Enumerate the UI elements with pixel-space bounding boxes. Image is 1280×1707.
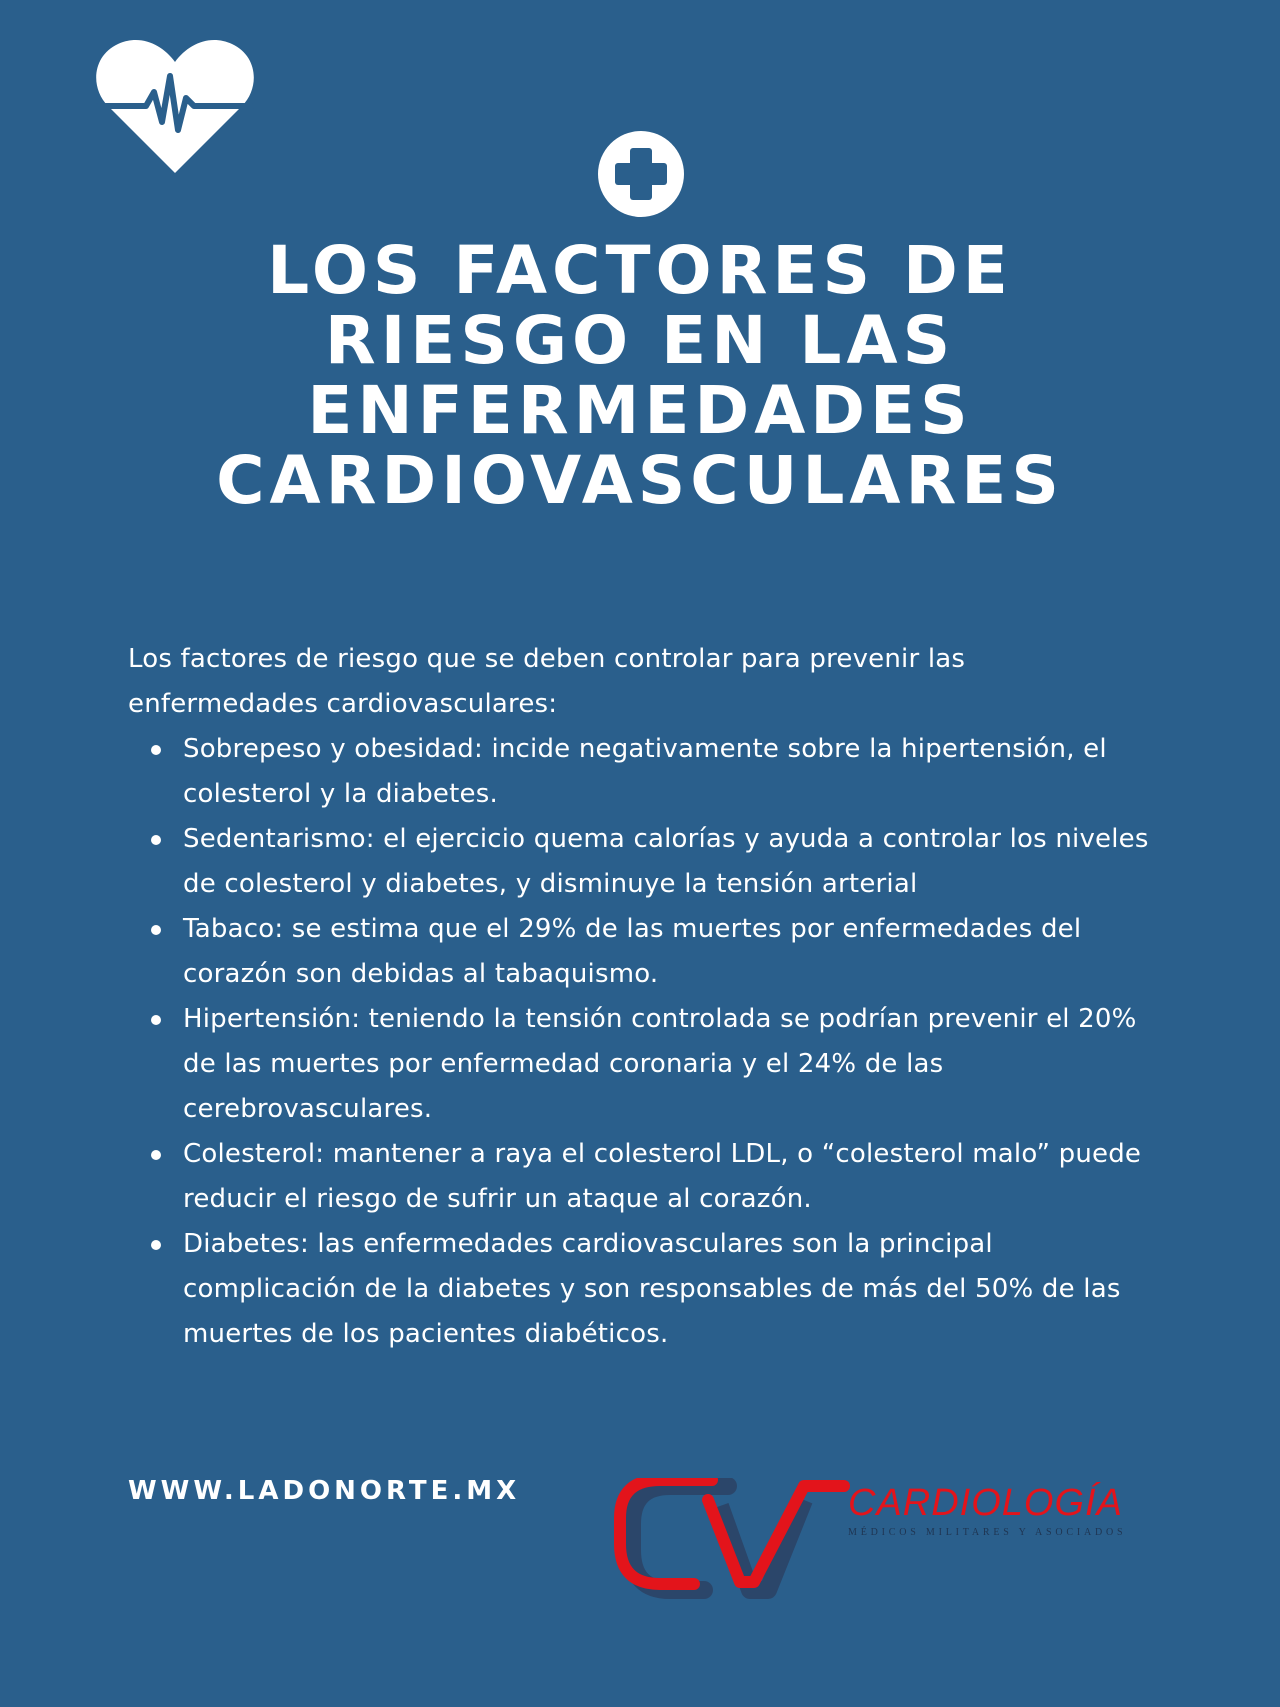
title-line: ENFERMEDADES xyxy=(307,372,973,449)
website-link[interactable]: WWW.LADONORTE.MX xyxy=(128,1476,521,1506)
body-content xyxy=(128,637,1168,1357)
list-item: Sobrepeso y obesidad: incide negativamente sobre la hipertensión, el colesterol y la diabetes. xyxy=(183,727,1168,817)
title-line: CARDIOVASCULARES xyxy=(216,442,1064,519)
logo-name: CARDIOLOGÍA xyxy=(848,1482,1123,1524)
title-line: RIESGO EN LAS xyxy=(324,302,956,379)
risk-factor-list xyxy=(128,727,1168,1357)
medical-cross-icon xyxy=(597,130,685,218)
title-line: LOS FACTORES DE xyxy=(267,232,1013,309)
list-item: Sedentarismo: el ejercicio quema calorías y ayuda a controlar los niveles de colesterol y diabetes, y disminuye la tensión arterial xyxy=(183,817,1168,907)
logo-tagline: MÉDICOS MILITARES Y ASOCIADOS xyxy=(848,1527,1127,1538)
page-title xyxy=(0,232,1280,519)
heart-pulse-icon xyxy=(96,38,254,173)
list-item: Colesterol: mantener a raya el colesterol LDL, o “colesterol malo” puede reducir el riesgo de sufrir un ataque al corazón. xyxy=(183,1132,1168,1222)
list-item: Tabaco: se estima que el 29% de las muertes por enfermedades del corazón son debidas al tabaquismo. xyxy=(183,907,1168,997)
list-item: Diabetes: las enfermedades cardiovasculares son la principal complicación de la diabetes y son responsables de más del 50% de las muertes de los pacientes diabéticos. xyxy=(183,1222,1168,1357)
intro-paragraph: Los factores de riesgo que se deben controlar para prevenir las enfermedades cardiovasculares: xyxy=(128,644,966,719)
list-item: Hipertensión: teniendo la tensión controlada se podrían prevenir el 20% de las muertes por enfermedad coronaria y el 24% de las cerebrovasculares. xyxy=(183,997,1168,1132)
